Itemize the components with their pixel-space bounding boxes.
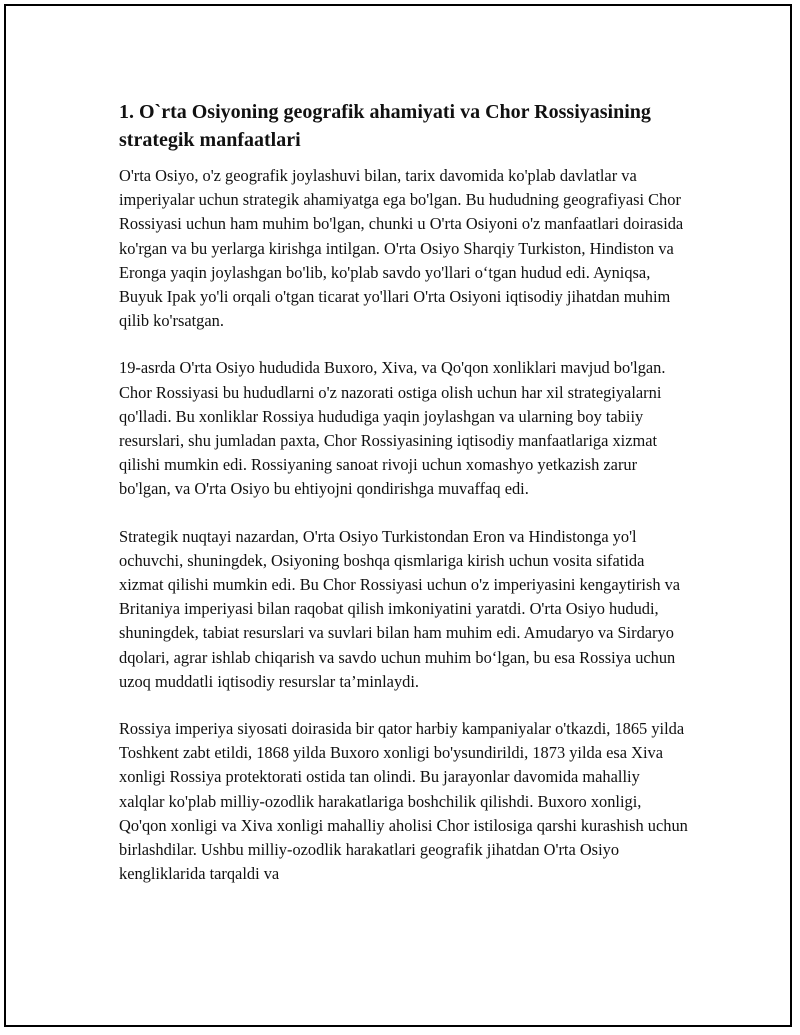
paragraph-4: Rossiya imperiya siyosati doirasida bir qator harbiy kampaniyalar o'tkazdi, 1865 yilda Toshkent zabt etildi, 1868 yilda Buxoro xonligi bo'ysundirildi, 1873 yilda esa Xiva xonligi Rossiya protektorati ostida tan olindi. Bu jarayonlar davomida mahalliy xalqlar ko'plab milliy-ozodlik harakatlariga boshchilik qilishdi. Buxoro xonligi, Qo'qon xonligi va Xiva xonligi mahalliy aholisi Chor istilosiga qarshi kurashish uchun birlashdilar. Ushbu milliy-ozodlik harakatlari geografik jihatdan O'rta Osiyo kengliklarida tarqaldi va [119, 719, 688, 884]
document-page [4, 4, 792, 1027]
section-heading: 1. O`rta Osiyoning geografik ahamiyati va Chor Rossiyasining strategik manfaatlari [119, 101, 651, 151]
paragraph-2: 19-asrda O'rta Osiyo hududida Buxoro, Xiva, va Qo'qon xonliklari mavjud bo'lgan. Chor Rossiyasi bu hududlarni o'z nazorati ostiga olish uchun har xil strategiyalarni qo'lladi. Bu xonliklar Rossiya hududiga yaqin joylashgan va ularning boy tabiiy resurslari, shu jumladan paxta, Chor Rossiyasining iqtisodiy manfaatlariga xizmat qilishi mumkin edi. Rossiyaning sanoat rivoji uchun xomashyo yetkazish zarur bo'lgan, va O'rta Osiyo bu ehtiyojni qondirishga muvaffaq edi. [119, 358, 666, 499]
paragraph-1: O'rta Osiyo, o'z geografik joylashuvi bilan, tarix davomida ko'plab davlatlar va imperiyalar uchun strategik ahamiyatga ega bo'lgan. Bu hududning geografiyasi Chor Rossiyasi uchun ham muhim bo'lgan, chunki u O'rta Osiyoni o'z manfaatlari doirasida ko'rgan va bu yerlarga kirishga intilgan. O'rta Osiyo Sharqiy Turkiston, Hindiston va Eronga yaqin joylashgan bo'lib, ko'plab savdo yo'llari o‘tgan hudud edi. Ayniqsa, Buyuk Ipak yo'li orqali o'tgan ticarat yo'llari O'rta Osiyoni iqtisodiy jihatdan muhim qilib ko'rsatgan. [119, 166, 684, 331]
document-body [119, 98, 689, 909]
paragraph-3: Strategik nuqtayi nazardan, O'rta Osiyo Turkistondan Eron va Hindistonga yo'l ochuvchi, shuningdek, Osiyoning boshqa qismlariga kirish uchun vosita sifatida xizmat qilishi mumkin edi. Bu Chor Rossiyasi uchun o'z imperiyasini kengaytirish va Britaniya imperiyasi bilan raqobat qilish imkoniyatini yaratdi. O'rta Osiyo hududi, shuningdek, tabiat resurslari va suvlari bilan ham muhim edi. Amudaryo va Sirdaryo dqolari, agrar ishlab chiqarish va savdo uchun muhim bo‘lgan, bu esa Rossiya uchun uzoq muddatli iqtisodiy resurslar ta’minlaydi. [119, 526, 681, 691]
